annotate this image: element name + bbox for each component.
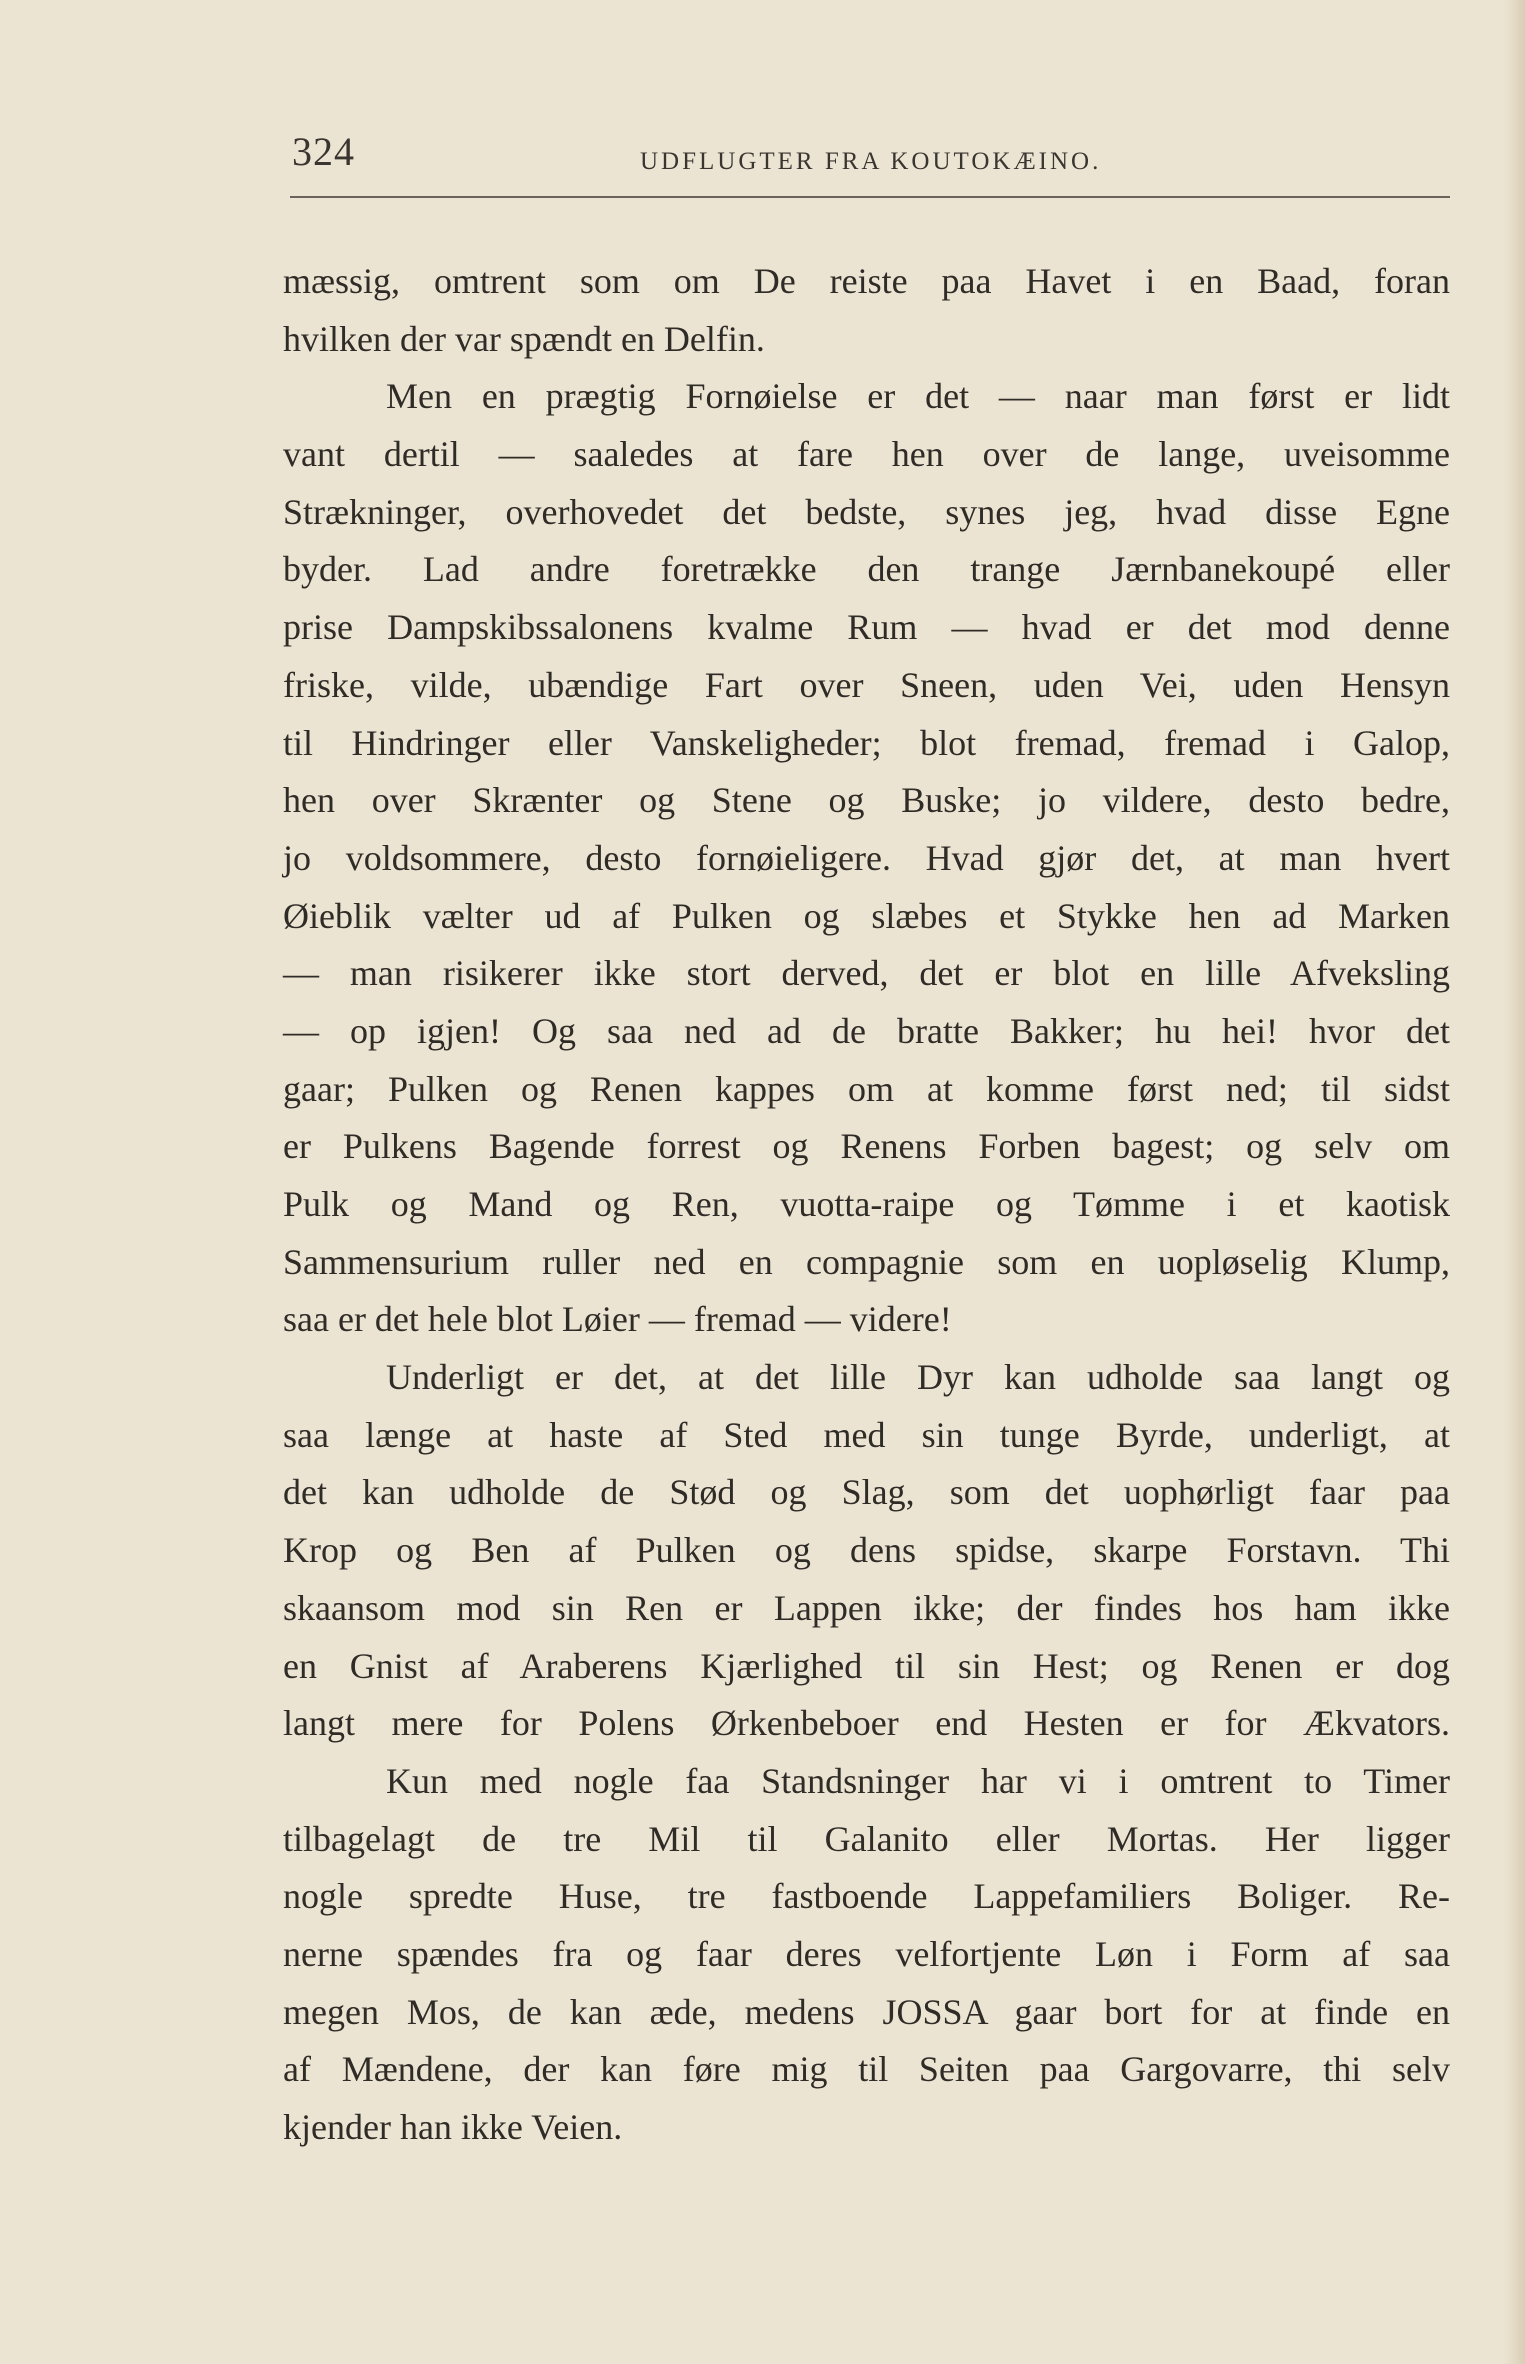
body-text (283, 253, 1450, 2157)
text-line: er Pulkens Bagende forrest og Renens Forben bagest; og selv om (283, 1126, 1450, 1167)
text-line: skaansom mod sin Ren er Lappen ikke; der findes hos ham ikke (283, 1587, 1450, 1628)
text-line: hvilken der var spændt en Delfin. (283, 318, 765, 359)
text-line: langt mere for Polens Ørkenbeboer end Hesten er for Ækvators. (283, 1703, 1450, 1744)
text-line: Men en prægtig Fornøielse er det — naar man først er lidt (386, 376, 1450, 417)
text-line: kjender han ikke Veien. (283, 2107, 623, 2147)
text-line: Pulk og Mand og Ren, vuotta-raipe og Tømme i et kaotisk (283, 1184, 1450, 1224)
text-line: megen Mos, de kan æde, medens JOSSA gaar bort for at finde en (283, 1991, 1450, 2032)
text-line: af Mændene, der kan føre mig til Seiten paa Gargovarre, thi selv (283, 2049, 1450, 2090)
text-line: Øieblik vælter ud af Pulken og slæbes et Stykke hen ad Marken (283, 895, 1450, 936)
text-line: en Gnist af Araberens Kjærlighed til sin Hest; og Renen er dog (283, 1645, 1450, 1686)
text-line: tilbagelagt de tre Mil til Galanito eller Mortas. Her ligger (283, 1818, 1450, 1859)
text-line: — op igjen! Og saa ned ad de bratte Bakker; hu hei! hvor det (283, 1010, 1450, 1051)
text-line: Sammensurium ruller ned en compagnie som en uopløselig Klump, (283, 1241, 1450, 1282)
text-line: jo voldsommere, desto fornøieligere. Hvad gjør det, at man hvert (283, 837, 1450, 878)
text-line: vant dertil — saaledes at fare hen over de lange, uveisomme (283, 434, 1450, 475)
text-line: byder. Lad andre foretrække den trange Jærnbanekoupé eller (283, 549, 1450, 590)
running-title: UDFLUGTER FRA KOUTOKÆINO. (640, 148, 1102, 175)
text-line: hen over Skrænter og Stene og Buske; jo vildere, desto bedre, (283, 780, 1450, 821)
text-line: Kun med nogle faa Standsninger har vi i omtrent to Timer (386, 1760, 1450, 1801)
text-line: nogle spredte Huse, tre fastboende Lappefamiliers Boliger. Re- (283, 1876, 1450, 1917)
text-line: det kan udholde de Stød og Slag, som det uophørligt faar paa (283, 1472, 1450, 1513)
text-line: nerne spændes fra og faar deres velfortjente Løn i Form af saa (283, 1933, 1450, 1974)
text-line: prise Dampskibssalonens kvalme Rum — hvad er det mod denne (283, 607, 1450, 648)
text-line: — man risikerer ikke stort derved, det er blot en lille Afveksling (283, 953, 1450, 994)
text-line: Underligt er det, at det lille Dyr kan udholde saa langt og (386, 1357, 1450, 1398)
text-line: saa længe at haste af Sted med sin tunge Byrde, underligt, at (283, 1414, 1450, 1455)
text-line: mæssig, omtrent som om De reiste paa Havet i en Baad, foran (283, 261, 1450, 301)
header-rule (290, 196, 1450, 198)
text-line: til Hindringer eller Vanskeligheder; blot fremad, fremad i Galop, (283, 722, 1450, 763)
text-line: Strækninger, overhovedet det bedste, synes jeg, hvad disse Egne (283, 491, 1450, 532)
page-number: 324 (292, 129, 355, 174)
text-line: Krop og Ben af Pulken og dens spidse, skarpe Forstavn. Thi (283, 1530, 1450, 1571)
text-line: saa er det hele blot Løier — fremad — videre! (283, 1299, 952, 1340)
page-edge-shadow (1503, 0, 1525, 2364)
text-line: gaar; Pulken og Renen kappes om at komme først ned; til sidst (283, 1068, 1450, 1109)
text-line: friske, vilde, ubændige Fart over Sneen, uden Vei, uden Hensyn (283, 664, 1450, 705)
